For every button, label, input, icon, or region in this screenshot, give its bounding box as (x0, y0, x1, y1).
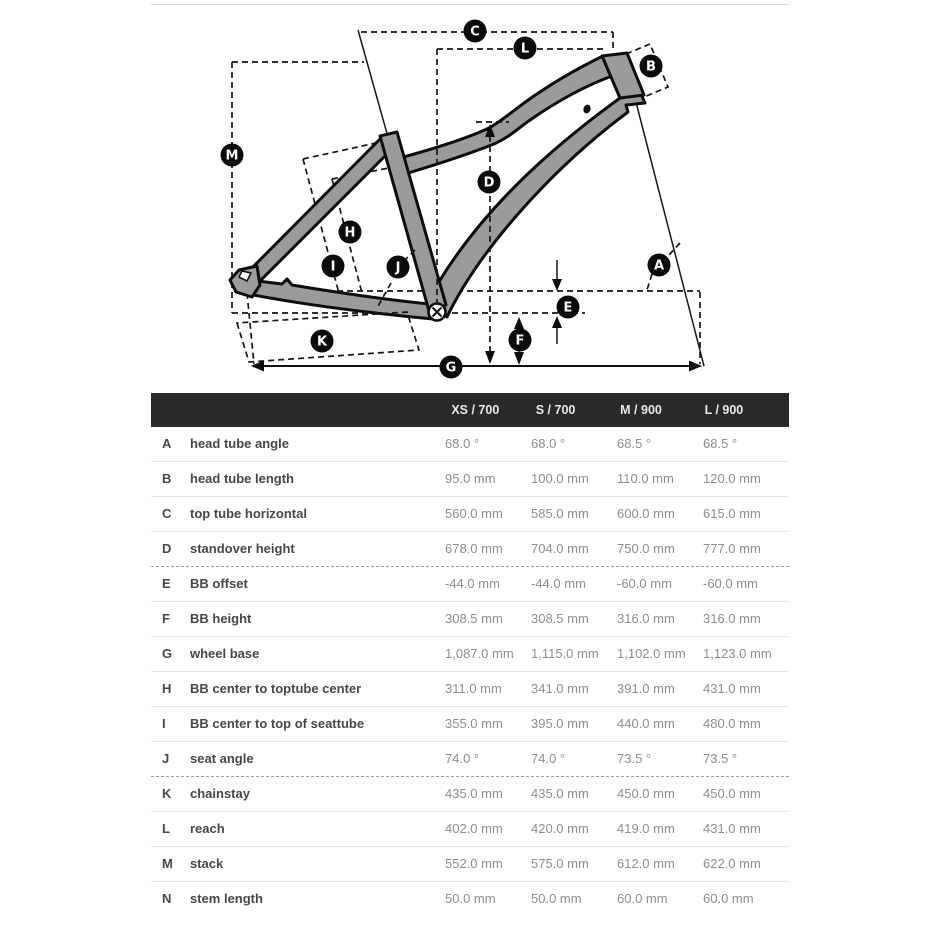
row-name: BB center to top of seattube (190, 716, 365, 731)
row-value-1: 341.0 mm (531, 681, 589, 696)
row-value-2: 316.0 mm (617, 611, 675, 626)
row-value-3: 622.0 mm (703, 856, 761, 871)
seatstay-tube (243, 137, 392, 289)
table-body (151, 427, 789, 916)
row-name: BB offset (190, 576, 248, 591)
label-letter-F: F (515, 333, 525, 349)
table-row-I (151, 706, 789, 741)
row-value-1: 68.0 ° (531, 436, 566, 451)
row-value-2: 612.0 mm (617, 856, 675, 871)
row-value-0: 355.0 mm (445, 716, 503, 731)
row-value-0: 552.0 mm (445, 856, 503, 871)
row-name: reach (190, 821, 225, 836)
row-letter: G (162, 646, 173, 661)
row-value-3: 615.0 mm (703, 506, 761, 521)
row-letter: B (162, 471, 172, 486)
row-value-3: 120.0 mm (703, 471, 761, 486)
row-letter: I (162, 716, 166, 731)
row-value-1: 1,115.0 mm (531, 646, 599, 661)
frame-geometry-svg (150, 0, 790, 385)
row-value-1: 50.0 mm (531, 891, 582, 906)
column-header-2: M / 900 (620, 403, 662, 417)
row-value-2: 73.5 ° (617, 751, 652, 766)
row-name: standover height (190, 541, 295, 556)
row-value-3: 431.0 mm (703, 821, 761, 836)
row-value-1: 308.5 mm (531, 611, 589, 626)
table-row-K (151, 776, 789, 811)
row-value-2: 450.0 mm (617, 786, 675, 801)
label-letter-A: A (653, 258, 665, 274)
table-row-F (151, 601, 789, 636)
label-letter-D: D (483, 175, 495, 191)
row-value-3: 316.0 mm (703, 611, 761, 626)
table-row-H (151, 671, 789, 706)
head-angle-leader-2 (647, 274, 652, 290)
label-letter-M: M (225, 148, 239, 164)
column-header-0: XS / 700 (451, 403, 500, 417)
row-value-0: 74.0 ° (445, 751, 480, 766)
row-value-0: 308.5 mm (445, 611, 503, 626)
row-value-1: 704.0 mm (531, 541, 589, 556)
row-value-2: 419.0 mm (617, 821, 675, 836)
row-value-0: 678.0 mm (445, 541, 503, 556)
row-value-3: 480.0 mm (703, 716, 761, 731)
table-row-B (151, 461, 789, 496)
row-value-1: 395.0 mm (531, 716, 589, 731)
row-letter: M (162, 856, 173, 871)
row-value-2: 600.0 mm (617, 506, 675, 521)
row-value-1: 575.0 mm (531, 856, 589, 871)
bb-height-arrow-down (514, 352, 524, 365)
row-value-0: 1,087.0 mm (445, 646, 514, 661)
row-letter: J (162, 751, 170, 766)
row-name: BB center to toptube center (190, 681, 362, 696)
row-name: seat angle (190, 751, 254, 766)
row-value-2: 391.0 mm (617, 681, 675, 696)
steering-axis-line (629, 75, 704, 366)
label-letter-J: J (395, 260, 401, 276)
label-letter-G: G (445, 360, 457, 376)
row-name: chainstay (190, 786, 250, 801)
rear-axle-drop-line (247, 293, 254, 364)
row-value-1: 100.0 mm (531, 471, 589, 486)
row-name: stem length (190, 891, 263, 906)
table-row-M (151, 846, 789, 881)
label-letter-E: E (563, 300, 573, 316)
bb-height-arrow-up (514, 317, 524, 329)
row-value-3: 431.0 mm (703, 681, 761, 696)
table-row-J (151, 741, 789, 776)
table-row-D (151, 531, 789, 566)
row-value-3: -60.0 mm (703, 576, 758, 591)
geometry-table (151, 393, 789, 916)
row-value-0: 560.0 mm (445, 506, 503, 521)
column-header-3: L / 900 (704, 403, 744, 417)
row-value-3: 777.0 mm (703, 541, 761, 556)
bb-offset-arrow-up (552, 316, 562, 328)
row-value-3: 73.5 ° (703, 751, 738, 766)
row-letter: D (162, 541, 172, 556)
row-name: head tube length (190, 471, 294, 486)
label-letter-C: C (470, 24, 480, 40)
row-value-0: -44.0 mm (445, 576, 500, 591)
row-value-2: -60.0 mm (617, 576, 672, 591)
row-value-3: 1,123.0 mm (703, 646, 772, 661)
row-letter: K (162, 786, 172, 801)
table-row-A (151, 427, 789, 461)
row-name: head tube angle (190, 436, 289, 451)
row-value-1: 435.0 mm (531, 786, 589, 801)
top-tube (400, 56, 612, 174)
row-value-1: 420.0 mm (531, 821, 589, 836)
row-value-0: 68.0 ° (445, 436, 480, 451)
label-letter-K: K (316, 334, 328, 350)
table-row-E (151, 566, 789, 601)
row-letter: H (162, 681, 172, 696)
row-value-0: 50.0 mm (445, 891, 496, 906)
bike-geometry-diagram (150, 0, 790, 385)
row-value-2: 110.0 mm (617, 471, 674, 486)
row-letter: L (162, 821, 170, 836)
row-letter: F (162, 611, 170, 626)
row-letter: E (162, 576, 171, 591)
row-value-1: 74.0 ° (531, 751, 566, 766)
row-value-0: 402.0 mm (445, 821, 503, 836)
label-letter-H: H (344, 225, 356, 241)
row-name: top tube horizontal (190, 506, 307, 521)
row-letter: A (162, 436, 172, 451)
table-row-L (151, 811, 789, 846)
row-value-0: 435.0 mm (445, 786, 503, 801)
label-letter-L: L (520, 41, 530, 57)
table-row-N (151, 881, 789, 916)
row-letter: N (162, 891, 172, 906)
row-value-2: 440.0 mm (617, 716, 675, 731)
row-value-3: 450.0 mm (703, 786, 761, 801)
cable-port-dot (582, 104, 592, 115)
row-name: wheel base (190, 646, 260, 661)
column-header-1: S / 700 (535, 403, 576, 417)
row-value-2: 68.5 ° (617, 436, 652, 451)
bb-offset-arrow-down (552, 279, 562, 291)
row-value-3: 60.0 mm (703, 891, 754, 906)
row-name: BB height (190, 611, 252, 626)
row-letter: C (162, 506, 172, 521)
table-header-row (151, 393, 789, 427)
table-row-G (151, 636, 789, 671)
table-row-C (151, 496, 789, 531)
row-value-2: 750.0 mm (617, 541, 675, 556)
row-value-0: 95.0 mm (445, 471, 496, 486)
row-name: stack (190, 856, 224, 871)
down-tube (431, 94, 645, 317)
label-letter-B: B (646, 59, 656, 75)
standover-arrow-down (485, 351, 495, 364)
row-value-2: 60.0 mm (617, 891, 668, 906)
label-letter-I: I (330, 259, 336, 275)
row-value-3: 68.5 ° (703, 436, 738, 451)
row-value-2: 1,102.0 mm (617, 646, 686, 661)
row-value-1: 585.0 mm (531, 506, 589, 521)
table-header-spacer (151, 393, 451, 427)
row-value-1: -44.0 mm (531, 576, 586, 591)
row-value-0: 311.0 mm (445, 681, 502, 696)
rear-dropout (230, 266, 260, 297)
